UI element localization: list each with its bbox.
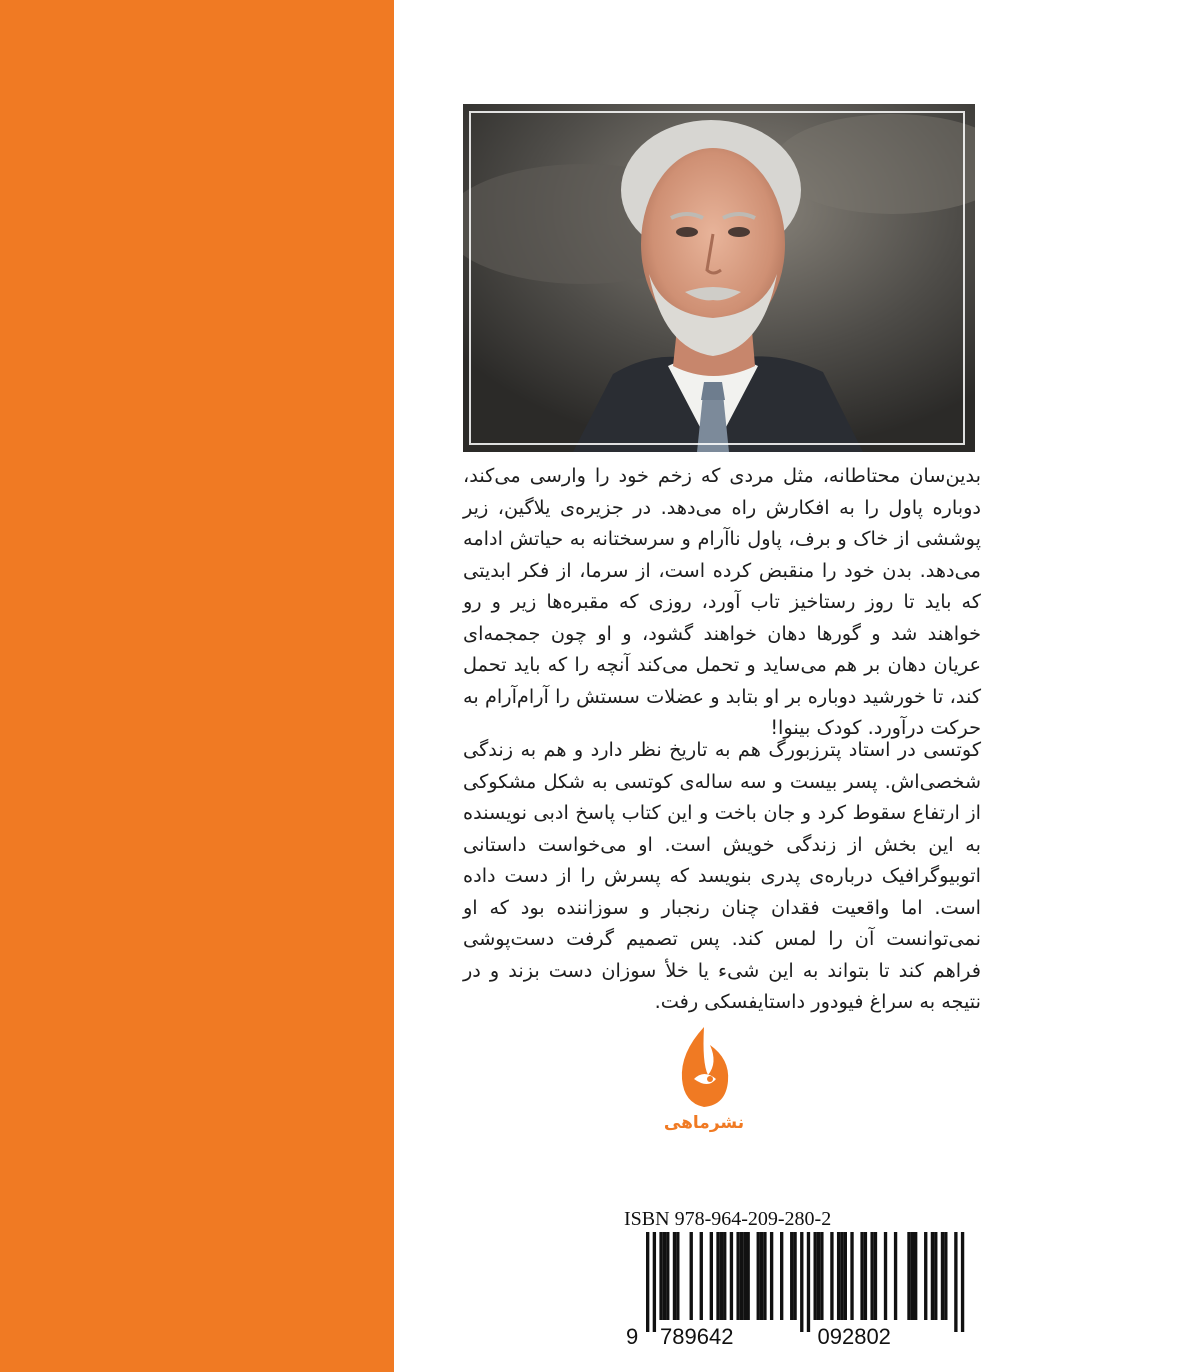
barcode-bar [659,1232,662,1320]
barcode-bar [837,1232,840,1320]
barcode-bar [740,1232,743,1320]
barcode-bar [814,1232,817,1320]
isbn-label: ISBN 978-964-209-280-2 [624,1208,832,1230]
barcode-bar [874,1232,877,1320]
barcode-bar [743,1232,746,1320]
blurb-paragraph-2: کوتسی در استاد پترزبورگ هم به تاریخ نظر دارد و هم به زندگی شخصی‌اش. پسر بیست و سه ساله‌ی کوتسی به شکل مشکوکی از ارتفاع سقوط کرد و جان باخت و این کتاب پاسخ ادبی نویسنده به این بخش از زندگی خویش است. او می‌خواست داستانی اتوبیوگرافیک درباره‌ی پدری بنویسد که پسرش را از دست داده است. اما واقعیت فقدان چنان رنجبار و سوزاننده بود که او نمی‌توانست آن را لمس کند. پس تصمیم گرفت دست‌پوشی فراهم کند تا بتواند به این شیء یا خلأ سوزان دست بزند و در نتیجه به سراغ فیودور داستایفسکی رفت. [463,738,981,1013]
barcode-bar [770,1232,773,1320]
barcode-bar [914,1232,917,1320]
publisher-name: نشرماهی [663,1113,745,1133]
barcode-bar [663,1232,666,1320]
barcode-bar [911,1232,914,1320]
barcode-bar [720,1232,723,1320]
barcode-bar [790,1232,793,1320]
barcode-bar [730,1232,733,1320]
barcode-bar [800,1232,803,1332]
author-photo [463,104,975,452]
barcode-digits: 9 [626,1324,639,1349]
barcode-bar [793,1232,796,1320]
barcode-bar [736,1232,739,1320]
barcode-bar [870,1232,873,1320]
barcode-bar [840,1232,843,1320]
barcode-bar [716,1232,719,1320]
barcode-bar [850,1232,853,1320]
barcode-digits: 092802 [817,1324,891,1349]
barcode-bar [820,1232,823,1320]
barcode-bar [646,1232,649,1332]
barcode-bar [757,1232,760,1320]
barcode-bar [864,1232,867,1320]
barcode-bar [941,1232,944,1320]
barcode-bar [844,1232,847,1320]
barcode-bar [780,1232,783,1320]
barcode-bar [961,1232,964,1332]
barcode-bar [894,1232,897,1320]
orange-spine [0,0,394,1372]
barcode-bar [860,1232,863,1320]
barcode-bar [907,1232,910,1320]
barcode-bar [817,1232,820,1320]
barcode-bar [944,1232,947,1320]
barcode-bar [924,1232,927,1320]
barcode-bar [653,1232,656,1332]
barcode-bar [700,1232,703,1320]
fish-logo-icon [644,1023,764,1113]
barcode-bar [690,1232,693,1320]
barcode-bar [673,1232,676,1320]
barcode-bar [807,1232,810,1332]
barcode-bar [763,1232,766,1320]
barcode-bar [931,1232,934,1320]
barcode-bar [954,1232,957,1332]
barcode-bar [723,1232,726,1320]
barcode-bar [676,1232,679,1320]
barcode-bar [760,1232,763,1320]
blurb-paragraph-1: بدین‌سان محتاطانه، مثل مردی که زخم خود را وارسی می‌کند، دوباره پاول را به افکارش راه می‌دهد. در جزیره‌ی یلاگین، زیر پوششی از خاک و برف، پاول ناآرام و سرسختانه به حیاتش ادامه می‌دهد. بدن خود را منقبض کرده است، از سرما، از فکر ابدیتی که باید تا روز رستاخیز تاب آورد، روزی که مقبره‌ها زیر و رو خواهند شد و گورها دهان خواهند گشود، و او چون جمجمه‌ای عریان دهان بر هم می‌ساید و تحمل می‌کند آنچه را که باید تحمل کند، تا خورشید دوباره بر او بتابد و عضلات سستش را آرام‌آرام به حرکت درآورد. کودک بینوا! [463,464,981,739]
barcode-bar [884,1232,887,1320]
barcode-bar [934,1232,937,1320]
barcode-bar [666,1232,669,1320]
barcode-bar [747,1232,750,1320]
barcode-bar [830,1232,833,1320]
isbn-barcode [624,1232,982,1352]
barcode-bar [710,1232,713,1320]
publisher-logo [644,1023,764,1158]
barcode-digits: 789642 [660,1324,734,1349]
author-portrait [463,104,975,452]
